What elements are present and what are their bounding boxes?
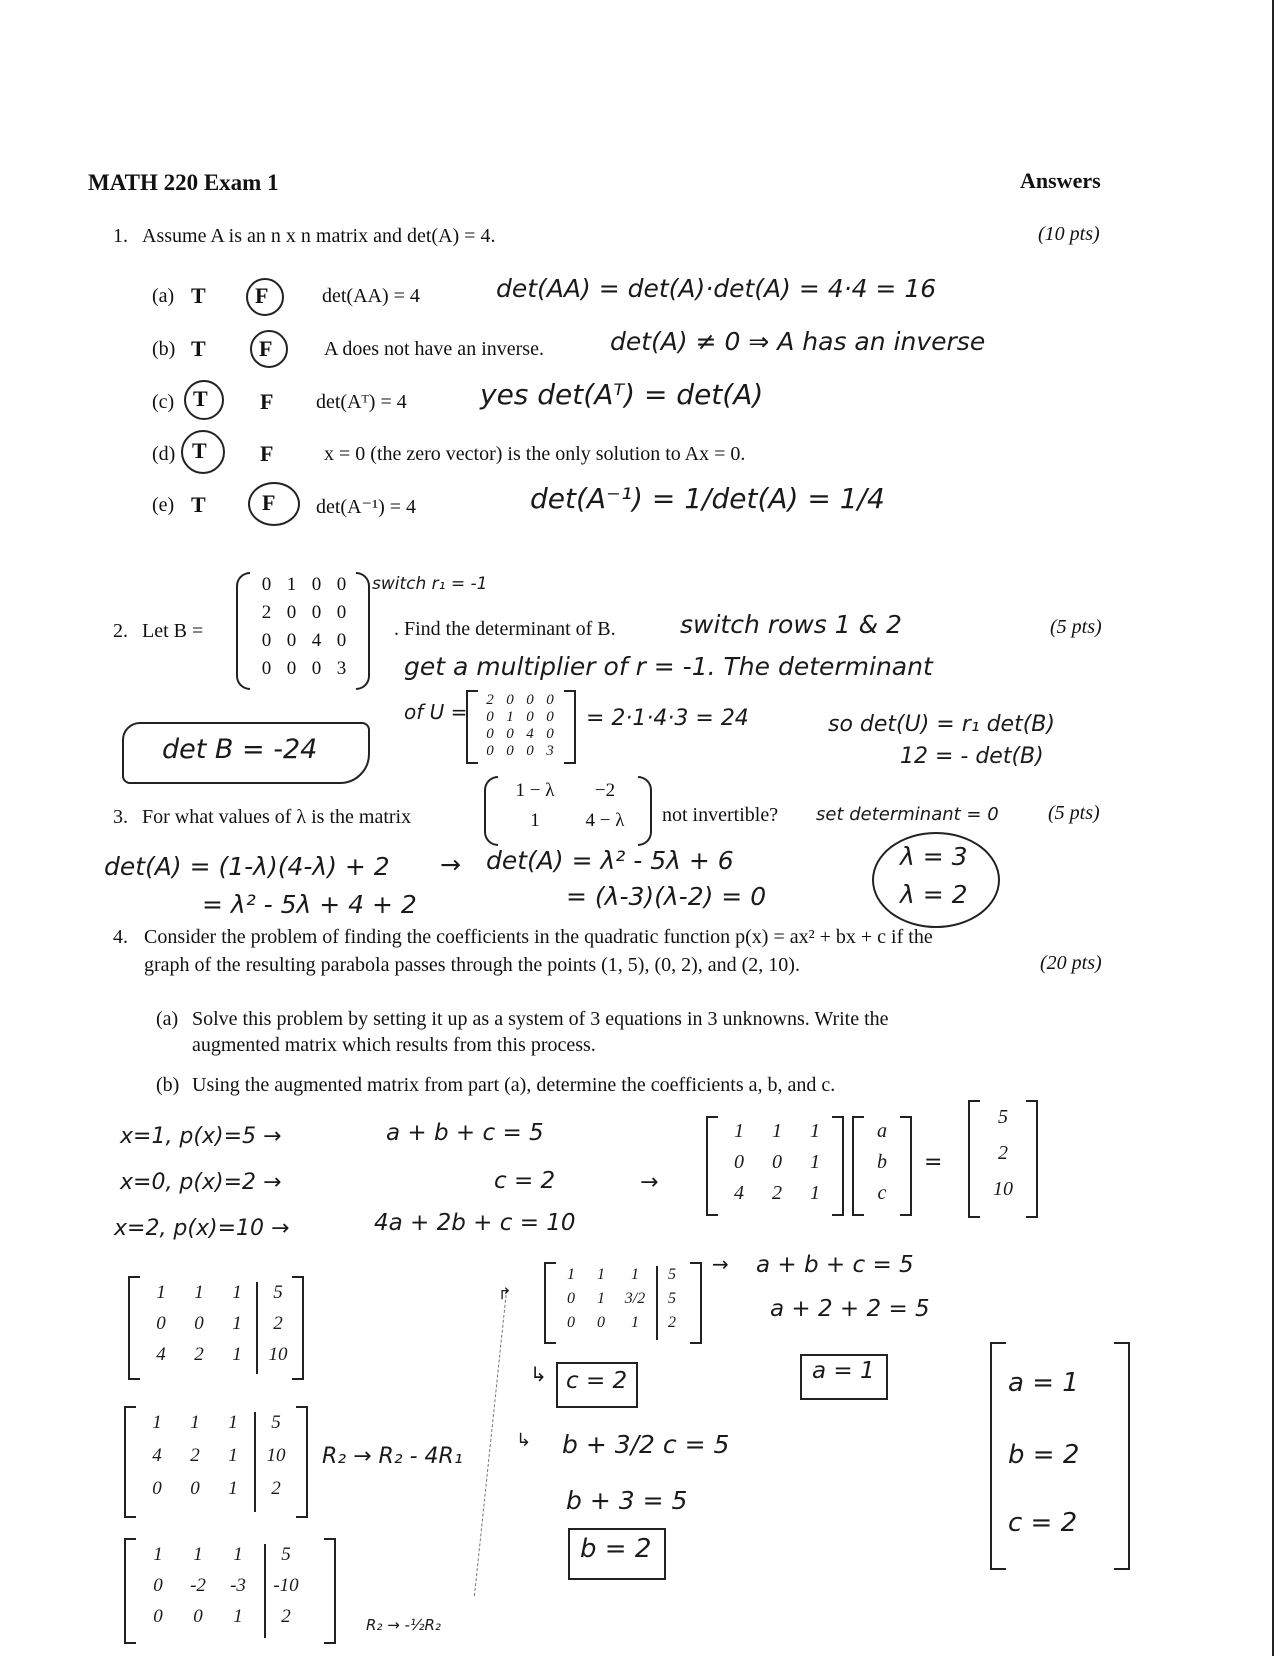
item-statement: det(AA) = 4: [322, 285, 420, 307]
matrix-entry: 2: [261, 602, 272, 623]
matrix-entry: 5: [273, 1282, 283, 1303]
matrix-entry: -2: [190, 1575, 206, 1596]
right-paren: [638, 776, 652, 846]
matrix-entry: 0: [546, 709, 554, 725]
aug-matrix-3-grid: [138, 1544, 314, 1637]
row-op-2: R₂ → -½R₂: [366, 1616, 441, 1634]
matrix-entry: 1: [194, 1282, 204, 1303]
matrix-b-grid: [254, 574, 354, 686]
q4-points: (20 pts): [1040, 952, 1102, 974]
q3-prompt-b: not invertible?: [662, 804, 779, 826]
matrix-entry: 0: [286, 630, 297, 651]
matrix-entry: 1: [190, 1412, 200, 1433]
equals-sign: =: [924, 1150, 943, 1175]
false-option: F: [260, 441, 274, 466]
answers-label: Answers: [1020, 168, 1101, 193]
matrix-entry: 4: [526, 726, 534, 742]
item-label: (a): [152, 285, 175, 307]
page-edge: [1272, 0, 1274, 1656]
matrix-entry: 0: [153, 1606, 163, 1627]
matrix-entry: 1: [228, 1478, 238, 1499]
left-paren: [484, 776, 498, 846]
matrix-entry: 1: [232, 1344, 242, 1365]
matrix-entry: 0: [261, 574, 272, 595]
coef-matrix: [706, 1116, 844, 1216]
handwritten-work: det(A) ≠ 0 ⇒ A has an inverse: [610, 327, 986, 356]
right-bracket: [1114, 1342, 1130, 1570]
answer-a: a = 1: [812, 1358, 875, 1384]
q3-work-1: det(A) = (1-λ)(4-λ) + 2: [104, 852, 390, 881]
matrix-u-grid: [480, 692, 560, 760]
item-statement: det(Aᵀ) = 4: [316, 391, 407, 413]
connector-line: [474, 1290, 507, 1596]
q2-work-4: = 2·1·4·3 = 24: [586, 706, 749, 731]
item-label: (c): [152, 391, 175, 413]
matrix-entry: 1: [734, 1120, 744, 1142]
matrix-entry: 1: [153, 1544, 163, 1565]
final-a: a = 1: [1008, 1368, 1079, 1398]
matrix-entry: 1: [597, 1266, 605, 1283]
true-option: T: [191, 492, 206, 517]
matrix-entry: 1: [631, 1314, 639, 1331]
handwritten-work: det(A⁻¹) = 1/det(A) = 1/4: [530, 482, 885, 515]
final-vector: [990, 1342, 1130, 1570]
sys-mid-2: c = 2: [494, 1168, 556, 1194]
left-bracket: [852, 1116, 864, 1216]
matrix-entry: 1: [193, 1544, 203, 1565]
right-bracket: [1026, 1100, 1038, 1218]
q2-number: 2.: [113, 620, 128, 642]
matrix-entry: c: [877, 1182, 887, 1204]
right-bracket: [690, 1262, 702, 1344]
left-bracket: [706, 1116, 718, 1216]
matrix-entry: -3: [230, 1575, 246, 1596]
matrix-entry: 1: [772, 1120, 782, 1142]
matrix-entry: 2: [668, 1314, 676, 1331]
matrix-entry: 0: [486, 743, 494, 759]
left-bracket: [128, 1276, 140, 1380]
q3-answer-1: λ = 3: [900, 842, 968, 871]
matrix-entry: 5: [668, 1290, 676, 1307]
right-bracket: [900, 1116, 912, 1216]
matrix-entry: 2: [271, 1478, 281, 1499]
q3-number: 3.: [113, 806, 128, 828]
matrix-entry: 0: [486, 726, 494, 742]
true-option: T: [191, 283, 206, 308]
matrix-entry: 0: [311, 658, 322, 679]
q3-work-2: = λ² - 5λ + 4 + 2: [202, 890, 417, 919]
q3-points: (5 pts): [1048, 802, 1100, 824]
left-paren: [236, 572, 250, 690]
var-vector: [852, 1116, 912, 1216]
q4-prompt-1: Consider the problem of finding the coefficients in the quadratic function p(x) = ax² + bx + c if the: [144, 926, 933, 948]
q3-prompt-a: For what values of λ is the matrix: [142, 806, 412, 828]
sub-step-2: b + 3 = 5: [566, 1486, 688, 1515]
matrix-entry: 1: [233, 1544, 243, 1565]
coef-matrix-grid: [720, 1120, 834, 1213]
false-option: F: [262, 490, 276, 515]
q2-lead: Let B =: [142, 620, 204, 642]
connector-arrow: ↱: [498, 1284, 512, 1303]
aug-matrix-1: [128, 1276, 304, 1380]
var-vector-grid: [866, 1120, 898, 1213]
matrix-entry: 1: [597, 1290, 605, 1307]
part-a-line-2: augmented matrix which results from this process.: [192, 1034, 596, 1056]
matrix-entry: 0: [734, 1151, 744, 1173]
matrix-entry: 1: [810, 1182, 820, 1204]
q3-answer-2: λ = 2: [900, 880, 968, 909]
sys-left-2: x=0, p(x)=2 →: [120, 1170, 282, 1195]
matrix-entry: 0: [526, 743, 534, 759]
part-a-label: (a): [156, 1008, 179, 1030]
matrix-entry: 2: [194, 1344, 204, 1365]
q2-work-1: switch rows 1 & 2: [680, 610, 902, 639]
q3-work-4: = (λ-3)(λ-2) = 0: [566, 882, 767, 911]
back-sub-2: a + 2 + 2 = 5: [770, 1296, 930, 1322]
matrix-entry: 10: [268, 1344, 288, 1365]
right-bracket: [564, 690, 576, 764]
aug-matrix-4-grid: [556, 1266, 690, 1338]
matrix-entry: a: [877, 1120, 887, 1142]
q3-arrow: →: [440, 850, 461, 879]
answer-b: b = 2: [580, 1534, 652, 1564]
q2-answer: det B = -24: [162, 734, 318, 765]
q1-number: 1.: [113, 225, 128, 247]
left-bracket: [124, 1538, 136, 1644]
q1-prompt: Assume A is an n x n matrix and det(A) = 4.: [142, 225, 496, 247]
sys-mid-3: 4a + 2b + c = 10: [374, 1210, 576, 1236]
matrix-entry: 1: [228, 1412, 238, 1433]
matrix-entry: 1: [631, 1266, 639, 1283]
matrix-entry: 0: [261, 630, 272, 651]
matrix-entry: 0: [194, 1313, 204, 1334]
q2-work-5: so det(U) = r₁ det(B): [828, 712, 1055, 737]
matrix-entry: 1: [810, 1151, 820, 1173]
matrix-entry: 0: [546, 726, 554, 742]
page-title: MATH 220 Exam 1: [88, 170, 279, 195]
matrix-entry: 4 − λ: [585, 810, 625, 831]
q4-prompt-2: graph of the resulting parabola passes through the points (1, 5), (0, 2), and (2, 10).: [144, 954, 800, 976]
sub-step-1: b + 3/2 c = 5: [562, 1430, 730, 1459]
item-label: (d): [152, 443, 176, 465]
item-label: (b): [152, 338, 176, 360]
aug-matrix-1-grid: [142, 1282, 300, 1375]
matrix-entry: 5: [998, 1106, 1008, 1128]
matrix-entry: 1: [156, 1282, 166, 1303]
matrix-lambda-grid: [500, 780, 640, 840]
matrix-entry: b: [877, 1151, 887, 1173]
matrix-entry: 0: [567, 1314, 575, 1331]
side-note: switch r₁ = -1: [372, 574, 488, 594]
q3-note: set determinant = 0: [816, 804, 999, 825]
aug-matrix-2: [124, 1406, 308, 1518]
matrix-entry: 4: [734, 1182, 744, 1204]
matrix-lambda: [484, 776, 652, 846]
left-bracket: [466, 690, 478, 764]
matrix-entry: 0: [153, 1575, 163, 1596]
matrix-b: [236, 572, 370, 690]
matrix-entry: 5: [281, 1544, 291, 1565]
matrix-entry: 2: [281, 1606, 291, 1627]
q3-work-3: det(A) = λ² - 5λ + 6: [486, 846, 734, 875]
matrix-entry: 3: [336, 658, 347, 679]
matrix-entry: 1: [232, 1282, 242, 1303]
false-option: F: [255, 283, 269, 308]
matrix-entry: 0: [546, 692, 554, 708]
matrix-entry: 0: [286, 658, 297, 679]
matrix-entry: 4: [311, 630, 322, 651]
matrix-entry: 2: [273, 1313, 283, 1334]
matrix-entry: 0: [772, 1151, 782, 1173]
matrix-entry: 0: [311, 574, 322, 595]
matrix-entry: 1: [152, 1412, 162, 1433]
matrix-entry: 0: [261, 658, 272, 679]
matrix-entry: 0: [506, 726, 514, 742]
matrix-entry: 2: [772, 1182, 782, 1204]
item-statement: x = 0 (the zero vector) is the only solution to Ax = 0.: [324, 443, 746, 465]
matrix-entry: 1: [506, 709, 514, 725]
q2-work-3: of U =: [404, 700, 468, 724]
matrix-entry: 1: [530, 810, 540, 831]
matrix-entry: 0: [526, 709, 534, 725]
item-statement: A does not have an inverse.: [324, 338, 544, 360]
matrix-entry: 0: [336, 630, 347, 651]
true-option: T: [193, 386, 208, 411]
matrix-entry: 3/2: [624, 1290, 646, 1307]
aug-matrix-4: [544, 1262, 702, 1344]
matrix-entry: 2: [998, 1142, 1008, 1164]
aug-matrix-3: [124, 1538, 336, 1644]
back-sub-1: a + b + c = 5: [756, 1252, 914, 1278]
elbow-arrow: ↳: [530, 1362, 547, 1386]
rhs-vector: [968, 1100, 1038, 1218]
matrix-entry: 10: [993, 1178, 1013, 1200]
matrix-entry: 1: [810, 1120, 820, 1142]
left-bracket: [544, 1262, 556, 1344]
sys-mid-1: a + b + c = 5: [386, 1120, 544, 1146]
matrix-entry: 0: [597, 1314, 605, 1331]
rhs-vector-grid: [982, 1106, 1024, 1214]
true-option: T: [191, 336, 206, 361]
matrix-entry: 2: [190, 1445, 200, 1466]
q4-number: 4.: [113, 926, 128, 948]
right-paren: [356, 572, 370, 690]
matrix-entry: 0: [311, 602, 322, 623]
sys-left-3: x=2, p(x)=10 →: [114, 1216, 290, 1241]
matrix-entry: 0: [506, 692, 514, 708]
matrix-entry: 5: [271, 1412, 281, 1433]
matrix-entry: 0: [506, 743, 514, 759]
matrix-entry: 0: [286, 602, 297, 623]
matrix-entry: 1: [567, 1266, 575, 1283]
right-bracket: [324, 1538, 336, 1644]
left-bracket: [990, 1342, 1006, 1570]
item-label: (e): [152, 494, 175, 516]
matrix-entry: 1: [233, 1606, 243, 1627]
matrix-entry: 0: [567, 1290, 575, 1307]
aug-matrix-2-grid: [138, 1412, 300, 1511]
matrix-entry: −2: [594, 780, 616, 801]
matrix-entry: 3: [546, 743, 554, 759]
matrix-u: [466, 690, 576, 764]
false-option: F: [259, 336, 273, 361]
matrix-entry: 0: [156, 1313, 166, 1334]
final-c: c = 2: [1008, 1508, 1078, 1538]
elbow-arrow-2: ↳: [516, 1430, 532, 1451]
matrix-entry: 0: [526, 692, 534, 708]
row-op-1: R₂ → R₂ - 4R₁: [322, 1444, 463, 1469]
matrix-entry: 0: [190, 1478, 200, 1499]
q2-prompt: . Find the determinant of B.: [394, 618, 616, 640]
q1-points: (10 pts): [1038, 223, 1100, 245]
handwritten-work: det(AA) = det(A)·det(A) = 4·4 = 16: [496, 274, 937, 303]
true-option: T: [192, 438, 207, 463]
final-b: b = 2: [1008, 1440, 1080, 1470]
item-statement: det(A⁻¹) = 4: [316, 496, 417, 518]
matrix-entry: 0: [193, 1606, 203, 1627]
matrix-entry: 1: [232, 1313, 242, 1334]
matrix-entry: 0: [336, 574, 347, 595]
part-b-line: Using the augmented matrix from part (a), determine the coefficients a, b, and c.: [192, 1074, 836, 1096]
false-option: F: [260, 389, 274, 414]
q2-work-6: 12 = - det(B): [900, 744, 1044, 769]
q2-points: (5 pts): [1050, 616, 1102, 638]
handwritten-work: yes det(Aᵀ) = det(A): [480, 378, 764, 411]
sys-arrow: →: [640, 1170, 659, 1195]
matrix-entry: 5: [668, 1266, 676, 1283]
matrix-entry: -10: [273, 1575, 299, 1596]
matrix-entry: 4: [152, 1445, 162, 1466]
q2-work-2: get a multiplier of r = -1. The determinant: [404, 652, 933, 681]
matrix-entry: 0: [336, 602, 347, 623]
matrix-entry: 4: [156, 1344, 166, 1365]
matrix-entry: 0: [152, 1478, 162, 1499]
answer-c: c = 2: [566, 1368, 628, 1394]
matrix-entry: 2: [486, 692, 494, 708]
part-a-line-1: Solve this problem by setting it up as a system of 3 equations in 3 unknowns. Write the: [192, 1008, 889, 1030]
matrix-entry: 1: [286, 574, 297, 595]
matrix-entry: 0: [486, 709, 494, 725]
left-bracket: [124, 1406, 136, 1518]
part-b-label: (b): [156, 1074, 180, 1096]
matrix-entry: 1: [228, 1445, 238, 1466]
matrix-entry: 1 − λ: [515, 780, 555, 801]
back-sub-arrow: →: [712, 1252, 729, 1276]
left-bracket: [968, 1100, 980, 1218]
sys-left-1: x=1, p(x)=5 →: [120, 1124, 282, 1149]
matrix-entry: 10: [266, 1445, 286, 1466]
